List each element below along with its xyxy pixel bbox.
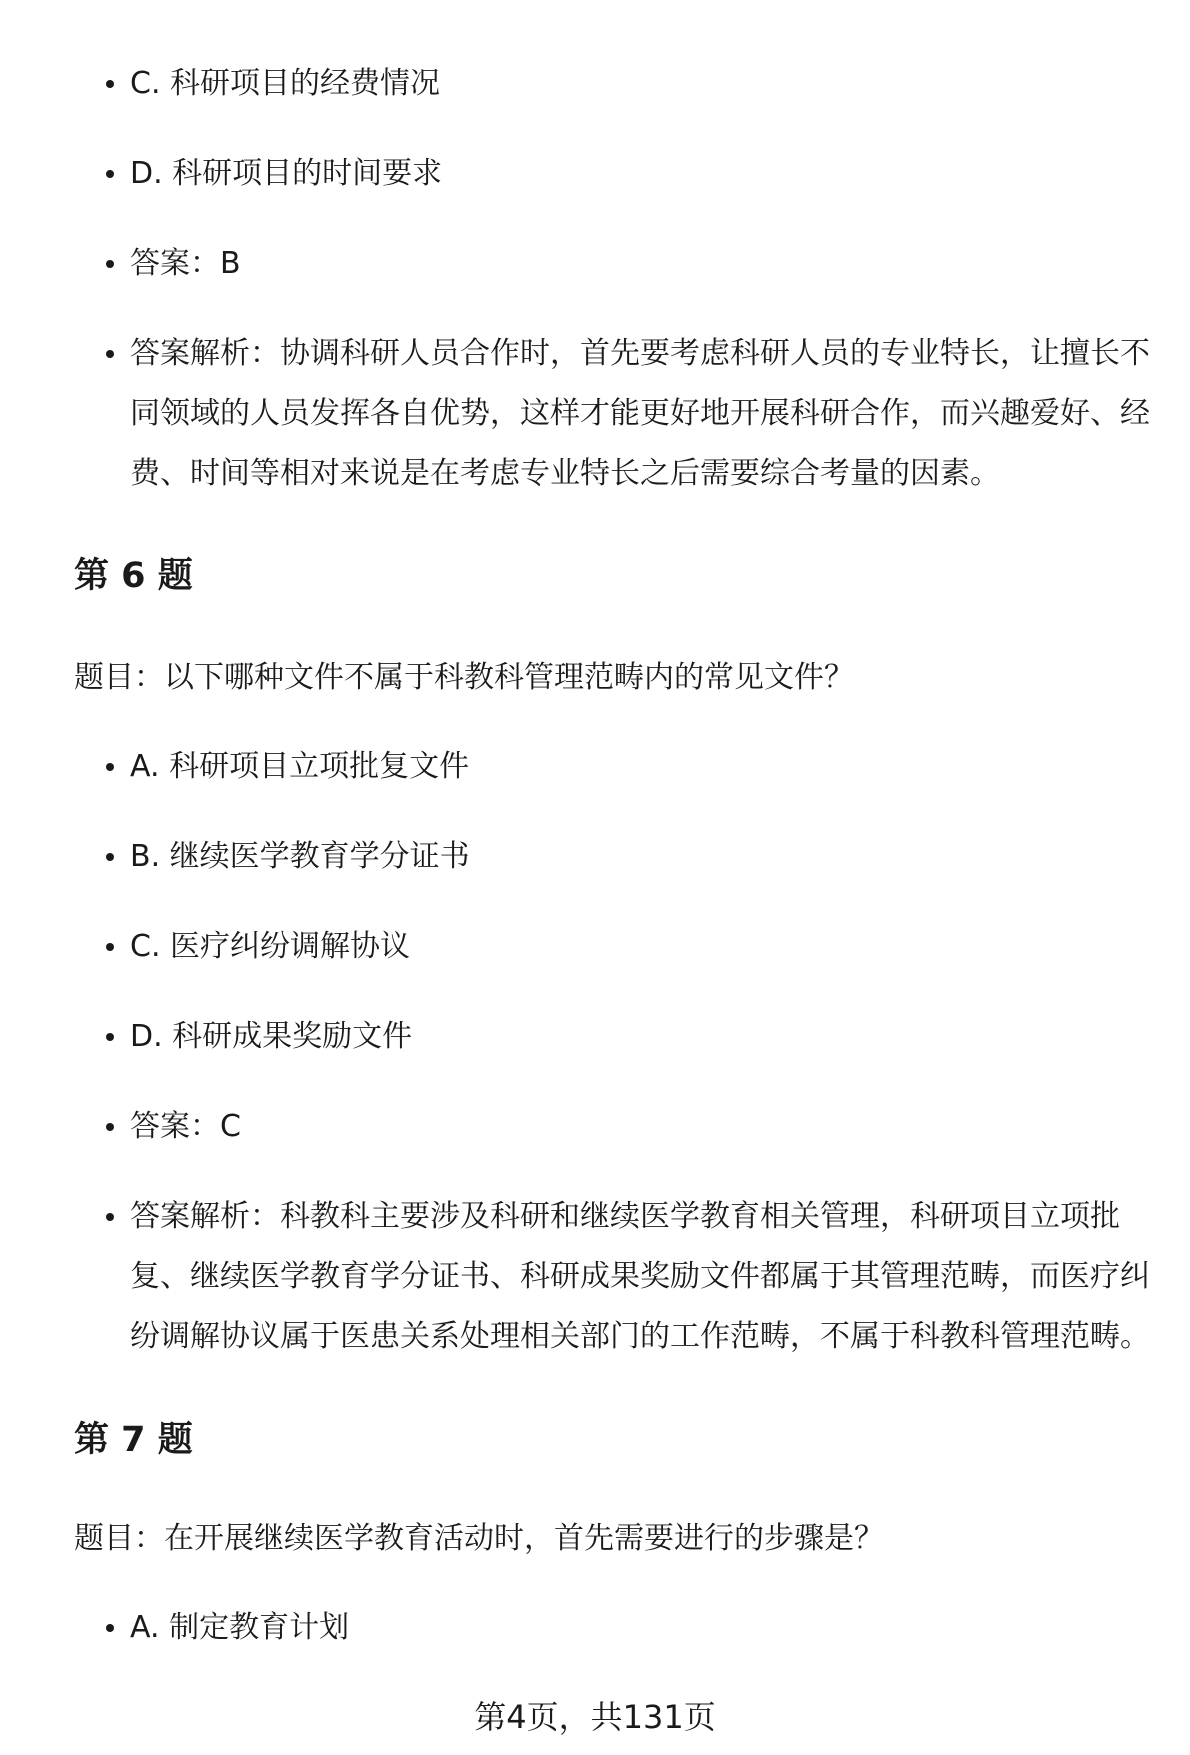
answer xyxy=(130,234,1160,294)
q7-option-a xyxy=(130,1598,1160,1658)
q6-option-d-text: D. 科研成果奖励文件 xyxy=(130,1019,413,1054)
question-6-heading: 第 6 题 xyxy=(74,556,193,596)
question-7-heading: 第 7 题 xyxy=(74,1420,193,1460)
q6-option-d xyxy=(130,1007,1160,1067)
option-d-text: D. 科研项目的时间要求 xyxy=(130,156,443,191)
question-6-stem: 题目：以下哪种文件不属于科教科管理范畴内的常见文件？ xyxy=(74,660,854,695)
bullet-icon xyxy=(106,1123,114,1131)
bullet-icon xyxy=(106,1033,114,1041)
bullet-icon xyxy=(106,943,114,951)
q6-option-a-text: A. 科研项目立项批复文件 xyxy=(130,749,470,784)
bullet-icon xyxy=(106,260,114,268)
q6-option-a xyxy=(130,737,1160,797)
q6-answer xyxy=(130,1097,1160,1157)
option-c xyxy=(130,54,1160,114)
option-c-text: C. 科研项目的经费情况 xyxy=(130,66,441,101)
bullet-icon xyxy=(106,763,114,771)
q6-option-c-text: C. 医疗纠纷调解协议 xyxy=(130,929,411,964)
q6-answer-explanation-text: 答案解析：科教科主要涉及科研和继续医学教育相关管理，科研项目立项批复、继续医学教育学分证书、科研成果奖励文件都属于其管理范畴，而医疗纠纷调解协议属于医患关系处理相关部门的工作范畴，不属于科教科管理范畴。 xyxy=(130,1199,1150,1354)
bullet-icon xyxy=(106,1624,114,1632)
answer-explanation xyxy=(130,324,1160,504)
question-7-stem: 题目：在开展继续医学教育活动时，首先需要进行的步骤是？ xyxy=(74,1521,884,1556)
page-number-footer: 第4页，共131页 xyxy=(474,1698,716,1736)
bullet-icon xyxy=(106,350,114,358)
option-d xyxy=(130,144,1160,204)
bullet-icon xyxy=(106,170,114,178)
bullet-icon xyxy=(106,80,114,88)
q6-option-c xyxy=(130,917,1160,977)
answer-explanation-text: 答案解析：协调科研人员合作时，首先要考虑科研人员的专业特长，让擅长不同领域的人员发挥各自优势，这样才能更好地开展科研合作，而兴趣爱好、经费、时间等相对来说是在考虑专业特长之后需要综合考量的因素。 xyxy=(130,336,1150,491)
q7-option-a-text: A. 制定教育计划 xyxy=(130,1610,350,1645)
bullet-icon xyxy=(106,853,114,861)
answer-text: 答案：B xyxy=(130,246,241,281)
bullet-icon xyxy=(106,1213,114,1221)
q6-answer-text: 答案：C xyxy=(130,1109,241,1144)
q6-answer-explanation xyxy=(130,1187,1160,1367)
q6-option-b xyxy=(130,827,1160,887)
q6-option-b-text: B. 继续医学教育学分证书 xyxy=(130,839,470,874)
